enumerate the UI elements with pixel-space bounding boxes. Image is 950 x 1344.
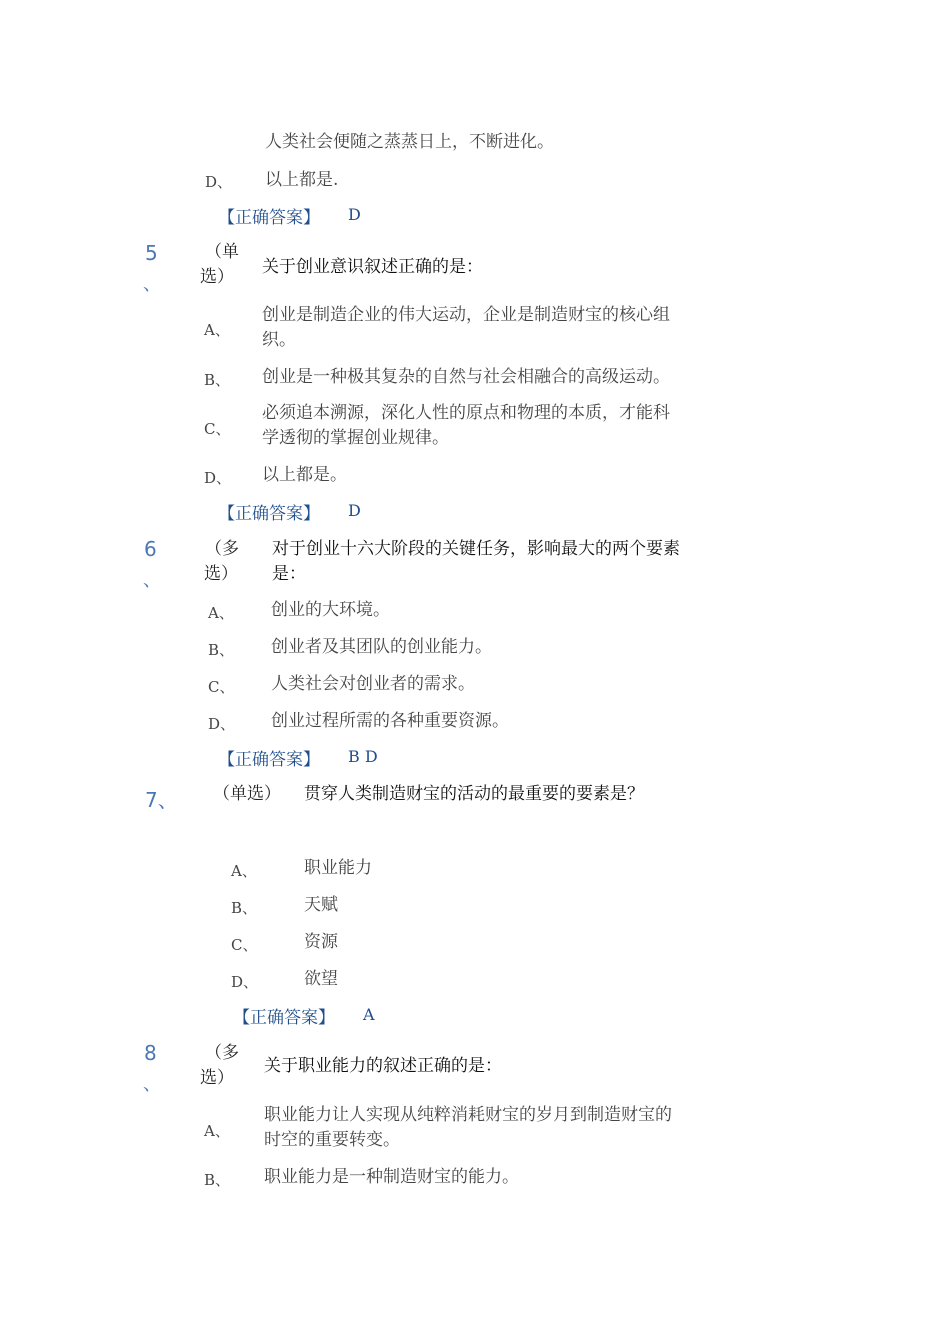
q6-option-b-text: 创业者及其团队的创业能力。 xyxy=(271,637,492,657)
q6-question-line2: 是： xyxy=(272,564,306,584)
q8-option-b-letter: B、 xyxy=(204,1171,231,1189)
q7-option-a-text: 职业能力 xyxy=(304,858,372,878)
q5-answer-label: 【正确答案】 xyxy=(218,504,320,524)
q5-option-b-letter: B、 xyxy=(204,371,231,389)
q8-type-line1: （多 xyxy=(205,1043,239,1063)
q5-question-text: 关于创业意识叙述正确的是： xyxy=(262,257,483,277)
q6-option-a-text: 创业的大环境。 xyxy=(271,600,390,620)
q4-option-c-continuation: 人类社会便随之蒸蒸日上，不断进化。 xyxy=(265,132,554,152)
q7-answer-label: 【正确答案】 xyxy=(233,1008,335,1028)
q5-option-d-line1: 以上都是。 xyxy=(262,465,347,485)
q6-option-d-letter: D、 xyxy=(208,715,236,733)
q6-option-a-letter: A、 xyxy=(208,604,234,622)
q5-number: 5 xyxy=(145,241,158,265)
q8-option-a-line2: 时空的重要转变。 xyxy=(264,1130,400,1150)
q5-option-c-line2: 学透彻的掌握创业规律。 xyxy=(262,428,449,448)
q5-option-a-line1: 创业是制造企业的伟大运动，企业是制造财宝的核心组 xyxy=(262,305,670,325)
q4-answer-value: D xyxy=(348,205,361,224)
q6-type-line2: 选） xyxy=(204,564,238,584)
q7-option-d-letter: D、 xyxy=(231,973,259,991)
q5-option-c-letter: C、 xyxy=(204,420,231,438)
q7-option-b-letter: B、 xyxy=(231,899,258,917)
q6-option-c-letter: C、 xyxy=(208,678,235,696)
q7-option-c-text: 资源 xyxy=(304,932,338,952)
q5-number-sep: 、 xyxy=(143,274,161,295)
q4-option-d-text: 以上都是. xyxy=(265,170,339,190)
q8-question-text: 关于职业能力的叙述正确的是： xyxy=(264,1056,502,1076)
q8-number-sep: 、 xyxy=(143,1074,161,1095)
q5-option-b-line1: 创业是一种极其复杂的自然与社会相融合的高级运动。 xyxy=(262,367,670,387)
q5-option-d-letter: D、 xyxy=(204,469,232,487)
q5-option-a-line2: 织。 xyxy=(262,330,296,350)
q4-option-d-letter: D、 xyxy=(205,173,233,191)
q7-option-c-letter: C、 xyxy=(231,936,258,954)
q7-option-d-text: 欲望 xyxy=(304,969,338,989)
q7-answer-value: A xyxy=(363,1005,375,1024)
q5-type-line2: 选） xyxy=(200,267,234,287)
q7-type: （单选） xyxy=(213,784,281,804)
q7-question-text: 贯穿人类制造财宝的活动的最重要的要素是？ xyxy=(304,784,644,804)
q6-type-line1: （多 xyxy=(205,539,239,559)
q7-option-a-letter: A、 xyxy=(231,862,257,880)
q8-option-a-line1: 职业能力让人实现从纯粹消耗财宝的岁月到制造财宝的 xyxy=(264,1105,672,1125)
q8-option-b-line1: 职业能力是一种制造财宝的能力。 xyxy=(264,1167,519,1187)
q6-option-b-letter: B、 xyxy=(208,641,235,659)
q6-question-line1: 对于创业十六大阶段的关键任务，影响最大的两个要素 xyxy=(272,539,680,559)
q6-number-sep: 、 xyxy=(143,570,161,591)
q8-type-line2: 选） xyxy=(200,1068,234,1088)
q4-answer-label: 【正确答案】 xyxy=(218,208,320,228)
q5-type-line1: （单 xyxy=(205,242,239,262)
q6-number: 6 xyxy=(144,537,157,561)
q6-answer-label: 【正确答案】 xyxy=(218,750,320,770)
q8-number: 8 xyxy=(144,1041,157,1065)
q8-option-a-letter: A、 xyxy=(204,1122,230,1140)
q5-option-c-line1: 必须追本溯源，深化人性的原点和物理的本质，才能科 xyxy=(262,403,670,423)
q5-answer-value: D xyxy=(348,501,361,520)
q7-number: 7、 xyxy=(145,788,178,812)
q6-answer-value: B D xyxy=(348,747,378,766)
q7-option-b-text: 天赋 xyxy=(304,895,338,915)
q5-option-a-letter: A、 xyxy=(204,321,230,339)
q6-option-d-text: 创业过程所需的各种重要资源。 xyxy=(271,711,509,731)
q6-option-c-text: 人类社会对创业者的需求。 xyxy=(271,674,475,694)
